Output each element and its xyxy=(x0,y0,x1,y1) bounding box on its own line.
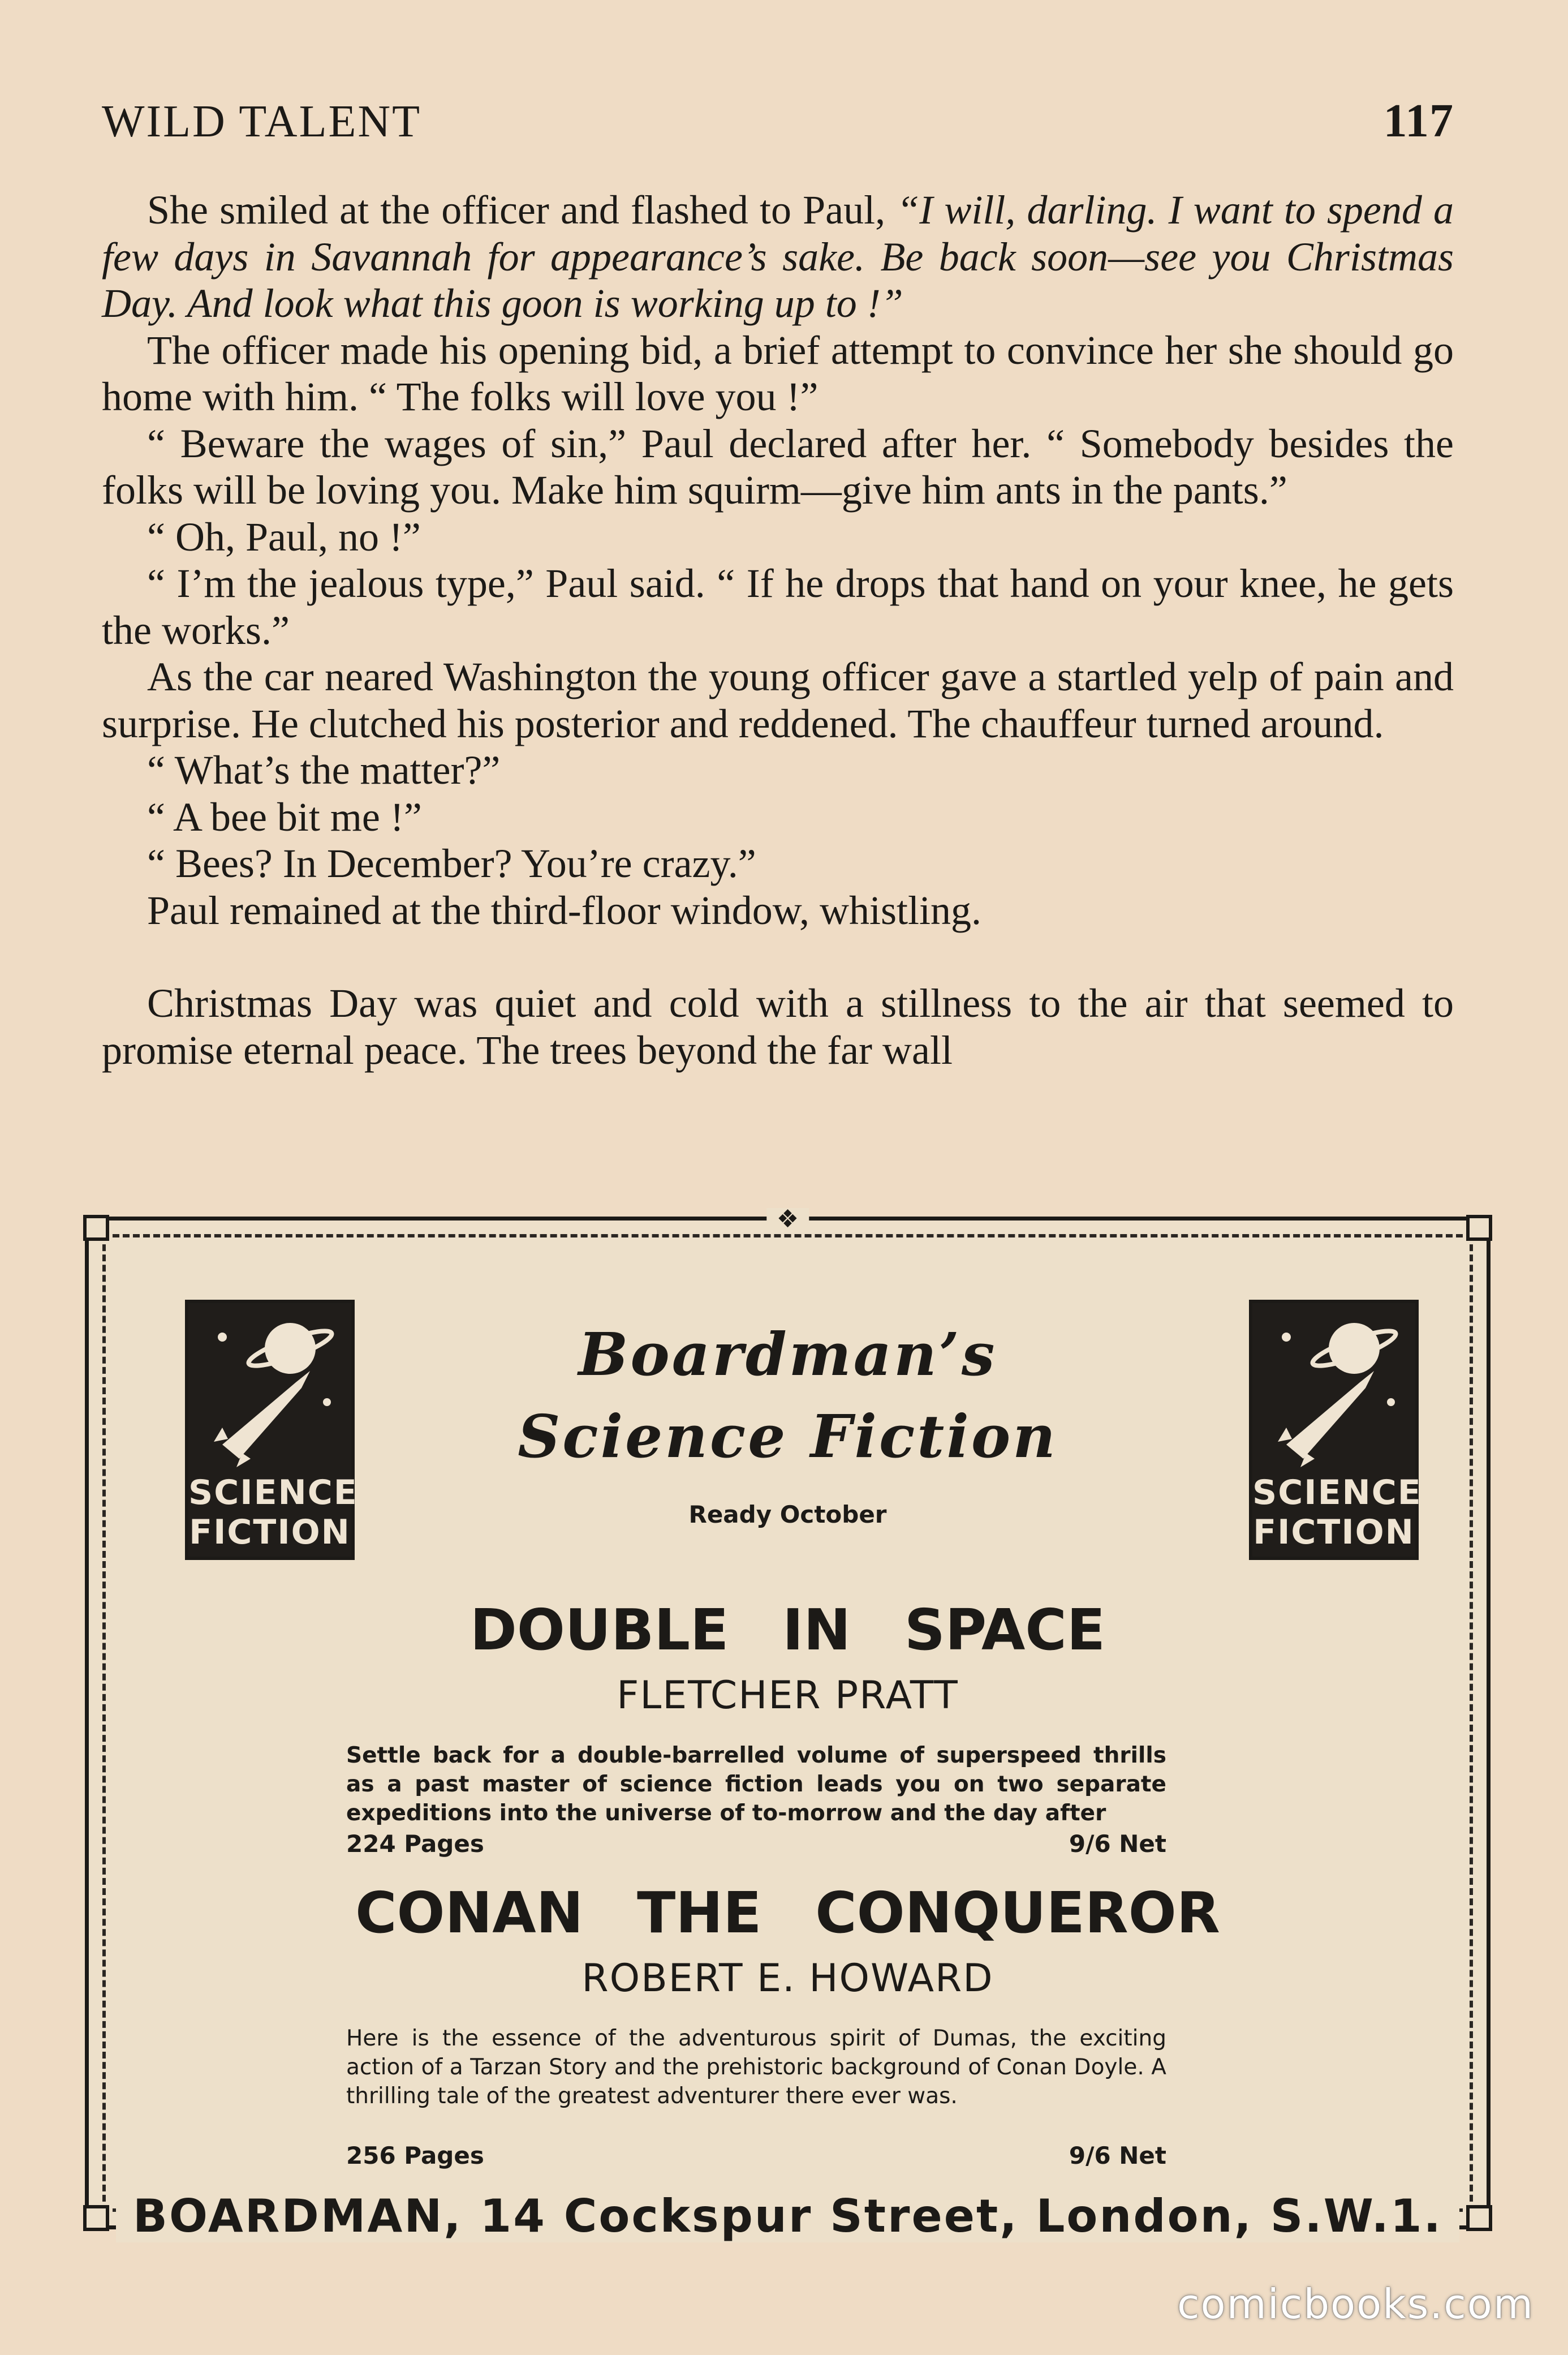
paragraph: “ I’m the jealous type,” Paul said. “ If he drops that hand on your knee, he gets the works.” xyxy=(102,561,1454,653)
logo-word: FICTION xyxy=(189,1512,351,1552)
paragraph: The officer made his opening bid, a brief attempt to convince her she should go home with him. “ The folks will love you !” xyxy=(102,327,1454,419)
page-count: 256 Pages xyxy=(346,2142,484,2169)
ad-brand-subtitle: Science Fiction xyxy=(518,1402,1058,1471)
book-meta xyxy=(346,2142,1166,2169)
logo-word: SCIENCE xyxy=(188,1473,358,1512)
page-count: 224 Pages xyxy=(346,1830,484,1858)
price: 9/6 Net xyxy=(1069,2142,1166,2169)
price: 9/6 Net xyxy=(1069,1830,1166,1858)
running-title: WILD TALENT xyxy=(102,97,421,147)
publisher-line xyxy=(89,2190,1487,2242)
advertisement xyxy=(85,1205,1491,2242)
running-head xyxy=(102,93,1454,148)
paragraph: “ Oh, Paul, no !” xyxy=(147,514,421,560)
book-meta xyxy=(346,1830,1166,1858)
paragraph: As the car neared Washington the young officer gave a startled yelp of pain and surprise. He clutched his posterior and reddened. The chauffeur turned around. xyxy=(102,654,1454,746)
corner-ornament xyxy=(1466,1215,1492,1241)
book-author: ROBERT E. HOWARD xyxy=(581,1956,994,2001)
story-text xyxy=(102,187,1454,1073)
book-blurb: Settle back for a double-barrelled volume of superspeed thrills as a past master of science fiction leads you on two separate expeditions into the universe of to-morrow and the day after xyxy=(346,1743,1166,1826)
paragraph: “ Beware the wages of sin,” Paul declared after her. “ Somebody besides the folks will be loving you. Make him squirm—give him ants in the pants.” xyxy=(102,420,1454,513)
watermark: comicbooks.com xyxy=(1177,2280,1534,2328)
border-motif-icon: ❖ xyxy=(766,1208,809,1231)
publisher-address: BOARDMAN, 14 Cockspur Street, London, S.W.1. xyxy=(116,2190,1459,2242)
paragraph: “ What’s the matter?” xyxy=(147,747,501,793)
book-title: CONAN THE CONQUEROR xyxy=(355,1880,1220,1946)
logo-word: FICTION xyxy=(1253,1512,1415,1552)
ad-brand: Boardman’s xyxy=(578,1320,997,1389)
book-blurb: Here is the essence of the adventurous spirit of Dumas, the exciting action of a Tarzan Story and the prehistoric background of Conan Doyle. A thrilling tale of the greatest adventurer there ever was. xyxy=(346,2026,1166,2109)
paragraph: Christmas Day was quiet and cold with a stillness to the air that seemed to promise eternal peace. The trees beyond the far wall xyxy=(102,981,1454,1073)
book-title: DOUBLE IN SPACE xyxy=(469,1597,1106,1663)
page-number: 117 xyxy=(1383,94,1454,147)
paragraph: “ A bee bit me !” xyxy=(147,794,422,840)
corner-ornament xyxy=(83,1215,109,1241)
paragraph: She smiled at the officer and flashed to Paul, “I will, darling. I want to spend a few days in Savannah for appearance’s sake. Be back soon—see you Christmas Day. And look what this goon is working up to !” xyxy=(102,187,1454,326)
book-author: FLETCHER PRATT xyxy=(617,1673,959,1718)
logo-word: SCIENCE xyxy=(1252,1473,1422,1512)
release-note: Ready October xyxy=(688,1501,887,1528)
paragraph: “ Bees? In December? You’re crazy.” xyxy=(147,841,756,886)
paragraph: Paul remained at the third-floor window, whistling. xyxy=(147,887,982,933)
